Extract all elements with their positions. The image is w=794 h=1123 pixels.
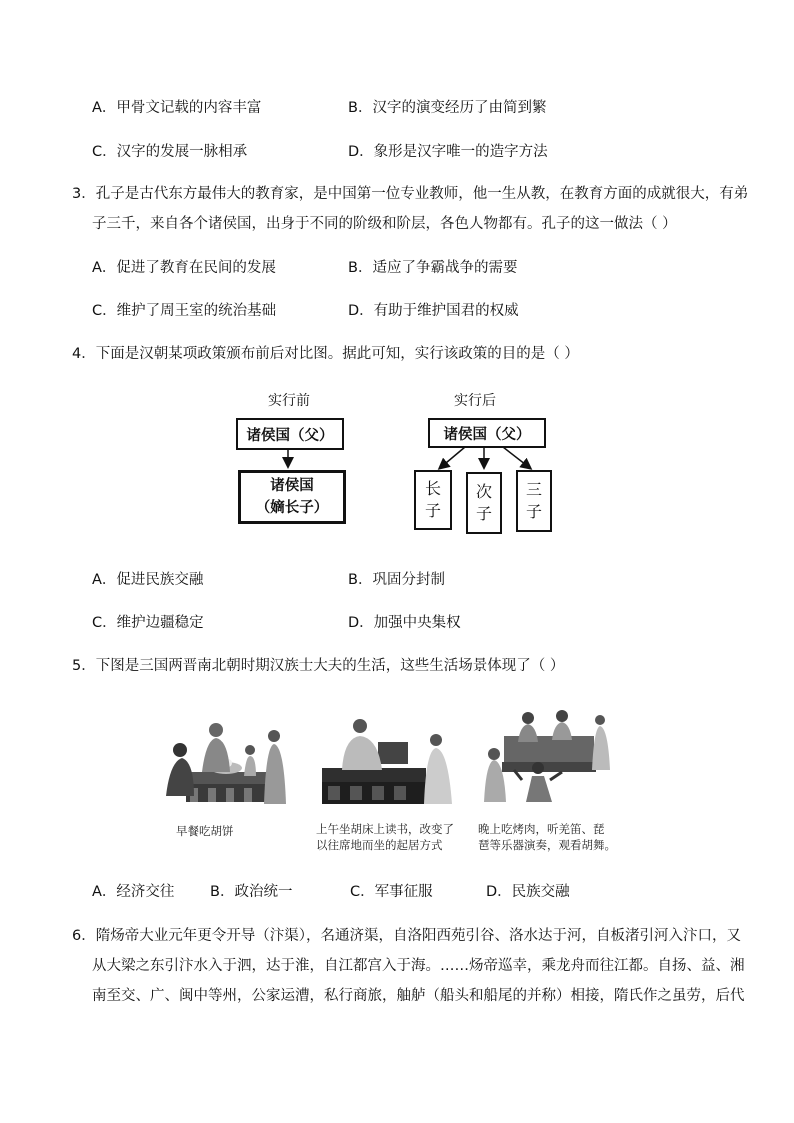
- scene-breakfast-illustration: [160, 712, 300, 808]
- before-title: 实行前: [268, 393, 310, 409]
- caption-reading-line2: 以往席地而坐的起居方式: [316, 838, 443, 852]
- q4-option-d: D．加强中央集权: [348, 615, 461, 631]
- diagram-arrows: [0, 0, 794, 560]
- q3-stem-line2: 子三千，来自各个诸侯国，出身于不同的阶级和阶层，各色人物都有。孔子的这一做法（ ）: [92, 216, 677, 232]
- q5-option-b: B．政治统一: [210, 884, 293, 900]
- scene-reading-illustration: [318, 712, 460, 808]
- child-box-third: 三 子: [516, 470, 552, 532]
- after-arrow-3: [503, 447, 530, 468]
- before-child-label-1: 诸侯国: [270, 478, 314, 494]
- before-child-label-2: （嫡长子）: [255, 500, 329, 516]
- q5-option-a: A．经济交往: [92, 884, 175, 900]
- child-box-eldest: 长 子: [414, 470, 452, 530]
- q3-stem-line1: 3．孔子是古代东方最伟大的教育家，是中国第一位专业教师，他一生从教，在教育方面的成就很大，有弟: [72, 186, 749, 202]
- q3-option-b: B．适应了争霸战争的需要: [348, 260, 518, 276]
- q3-option-c: C．维护了周王室的统治基础: [92, 303, 277, 319]
- q2-option-b: B．汉字的演变经历了由简到繁: [348, 100, 547, 116]
- q6-stem-line2: 从大梁之东引汴水入于泗，达于淮，自江都宫入于海。……炀帝巡幸，乘龙舟而往江都。自扬、益、湘: [92, 958, 745, 974]
- after-parent-box: [428, 418, 546, 448]
- q4-stem: 4．下面是汉朝某项政策颁布前后对比图。据此可知，实行该政策的目的是（ ）: [72, 346, 579, 362]
- caption-breakfast: 早餐吃胡饼: [176, 824, 234, 838]
- q2-option-a: A．甲骨文记载的内容丰富: [92, 100, 262, 116]
- after-parent-label: 诸侯国（父）: [443, 426, 531, 443]
- q3-option-a: A．促进了教育在民间的发展: [92, 260, 276, 276]
- q6-stem-line1: 6．隋炀帝大业元年更令开导（汴渠），名通济渠，自洛阳西苑引谷、洛水达于河，自板渚引河入汴口，又: [72, 928, 741, 944]
- q3-option-d: D．有助于维护国君的权威: [348, 303, 519, 319]
- child-box-second: 次 子: [466, 472, 502, 534]
- after-arrow-1: [440, 447, 465, 468]
- scene-feast-illustration: [474, 706, 614, 810]
- q2-option-c: C．汉字的发展一脉相承: [92, 144, 248, 160]
- q5-stem: 5．下图是三国两晋南北朝时期汉族士大夫的生活，这些生活场景体现了（ ）: [72, 658, 565, 674]
- q6-stem-line3: 南至交、广、闽中等州，公家运漕，私行商旅，舳舻（船头和船尾的并称）相接，隋氏作之虽劳，后代: [92, 988, 745, 1004]
- before-child-box: [238, 470, 346, 524]
- q4-option-c: C．维护边疆稳定: [92, 615, 204, 631]
- caption-feast-line1: 晚上吃烤肉，听羌笛、琵: [478, 822, 605, 836]
- before-parent-label: 诸侯国（父）: [246, 427, 334, 444]
- caption-feast-line2: 琶等乐器演奏，观看胡舞。: [478, 838, 616, 852]
- q5-option-d: D．民族交融: [486, 884, 570, 900]
- q5-option-c: C．军事征服: [350, 884, 433, 900]
- q4-option-a: A．促进民族交融: [92, 572, 204, 588]
- caption-reading-line1: 上午坐胡床上读书，改变了: [316, 822, 454, 836]
- q4-option-b: B．巩固分封制: [348, 572, 445, 588]
- after-title: 实行后: [454, 393, 496, 409]
- q2-option-d: D．象形是汉字唯一的造字方法: [348, 144, 548, 160]
